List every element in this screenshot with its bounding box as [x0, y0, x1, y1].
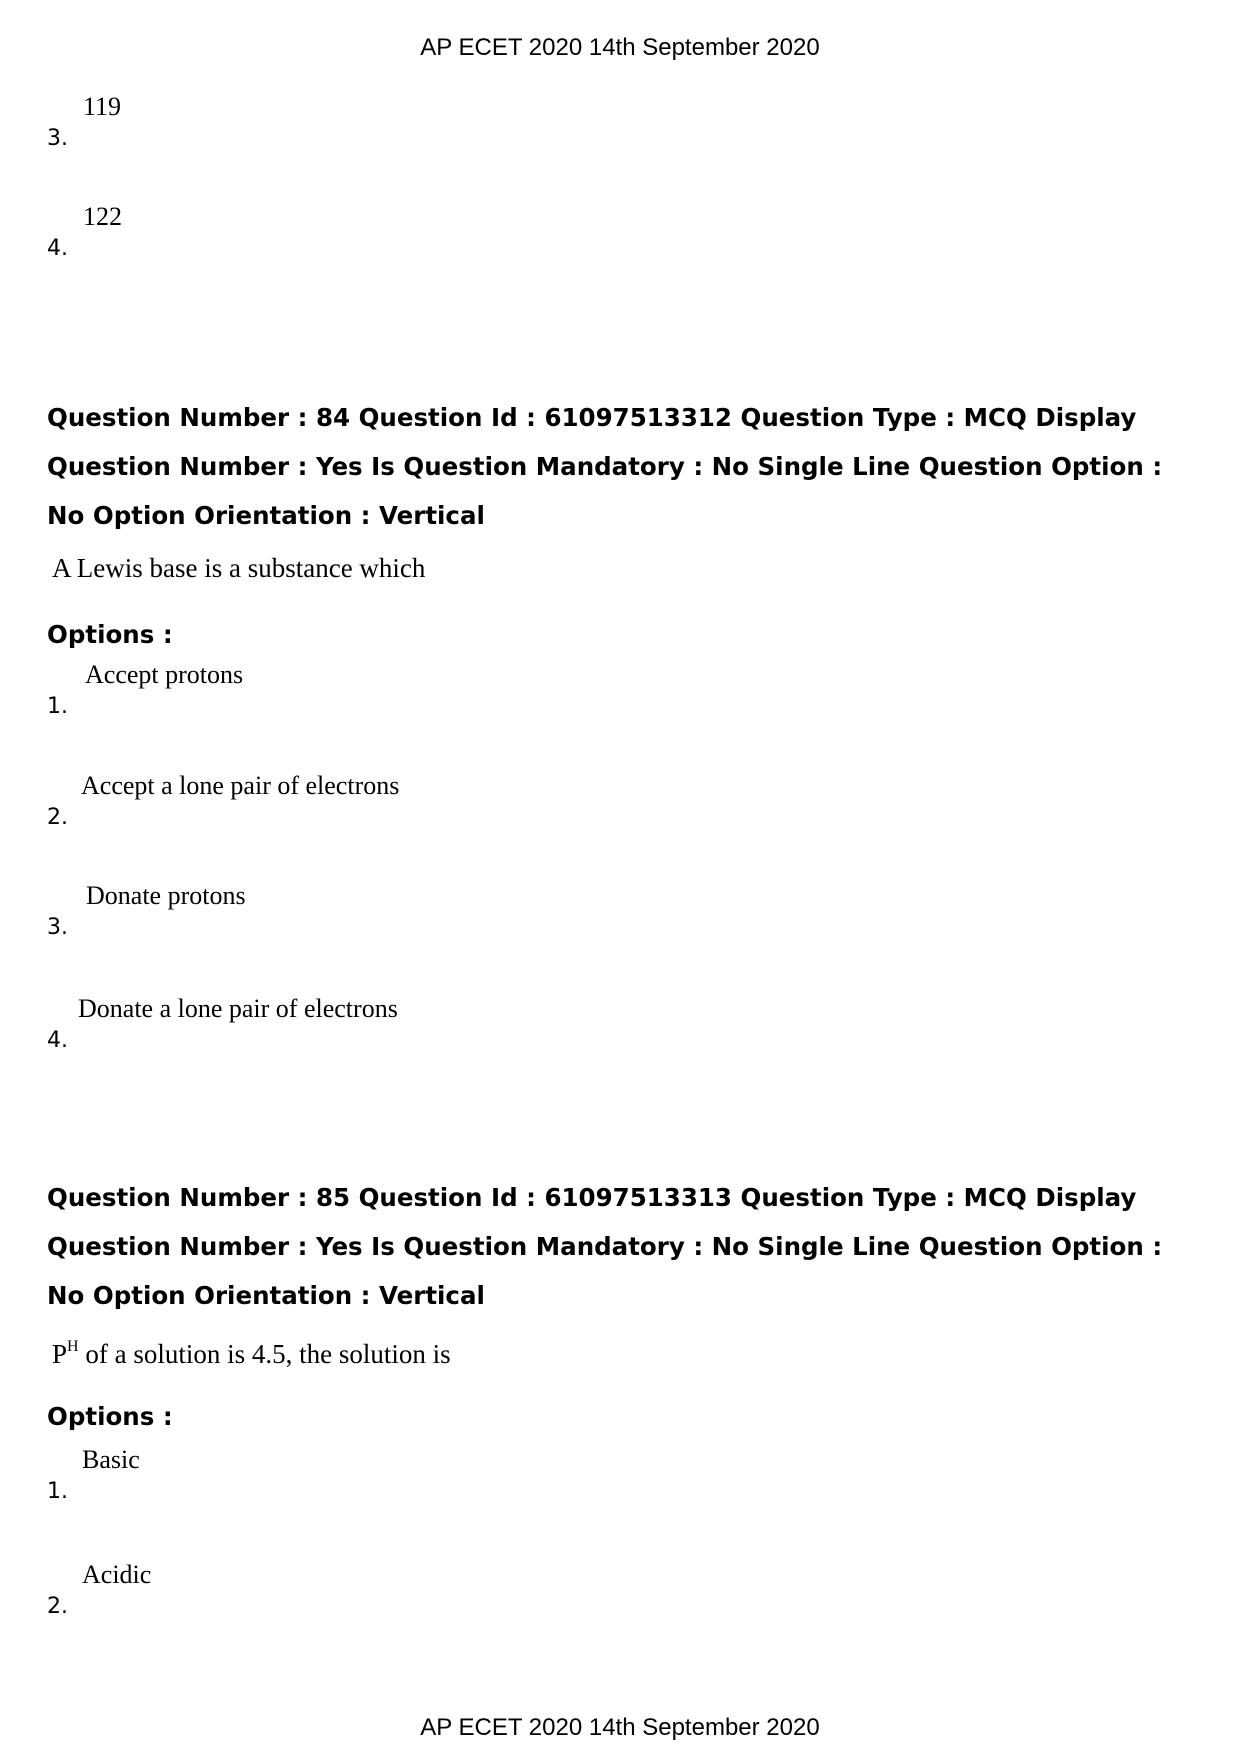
option-text: Accept protons	[85, 660, 244, 689]
option-number: 4.	[47, 1028, 68, 1053]
stem-base: P	[52, 1339, 68, 1369]
option-text: Donate protons	[86, 881, 246, 910]
stem-superscript: H	[67, 1338, 79, 1355]
option-number: 2.	[47, 1594, 68, 1619]
question-85-stem	[52, 1333, 451, 1370]
option-number: 3.	[47, 915, 68, 940]
page-footer: AP ECET 2020 14th September 2020	[420, 1714, 820, 1741]
question-84-meta: Question Number : 84 Question Id : 61097513312 Question Type : MCQ Display Question Number : Yes Is Question Mandatory : No Single Line Question Option : No Option Orientation : Vertical	[47, 403, 1163, 530]
option-row	[47, 994, 747, 1054]
option-row	[47, 92, 747, 152]
option-text: Acidic	[82, 1560, 152, 1589]
option-number: 4.	[47, 236, 68, 261]
option-row	[47, 771, 747, 831]
option-row	[47, 1445, 747, 1505]
question-84-options-label: Options :	[47, 620, 173, 649]
option-text: Accept a lone pair of electrons	[81, 771, 400, 800]
option-text: Donate a lone pair of electrons	[78, 994, 398, 1023]
option-number: 2.	[47, 805, 68, 830]
option-text: Basic	[82, 1445, 140, 1474]
option-number: 1.	[47, 694, 68, 719]
question-84-stem: A Lewis base is a substance which	[52, 553, 426, 583]
option-text: 119	[83, 92, 122, 121]
option-number: 3.	[47, 126, 68, 151]
option-row	[47, 1560, 747, 1620]
option-text: 122	[83, 202, 122, 231]
page-header: AP ECET 2020 14th September 2020	[420, 34, 820, 61]
question-85-meta: Question Number : 85 Question Id : 61097513313 Question Type : MCQ Display Question Number : Yes Is Question Mandatory : No Single Line Question Option : No Option Orientation : Vertical	[47, 1183, 1163, 1310]
option-number: 1.	[47, 1479, 68, 1504]
stem-rest: of a solution is 4.5, the solution is	[78, 1339, 451, 1369]
option-row	[47, 881, 747, 941]
option-row	[47, 202, 747, 262]
question-85-options-label: Options :	[47, 1402, 173, 1431]
option-row	[47, 660, 747, 720]
